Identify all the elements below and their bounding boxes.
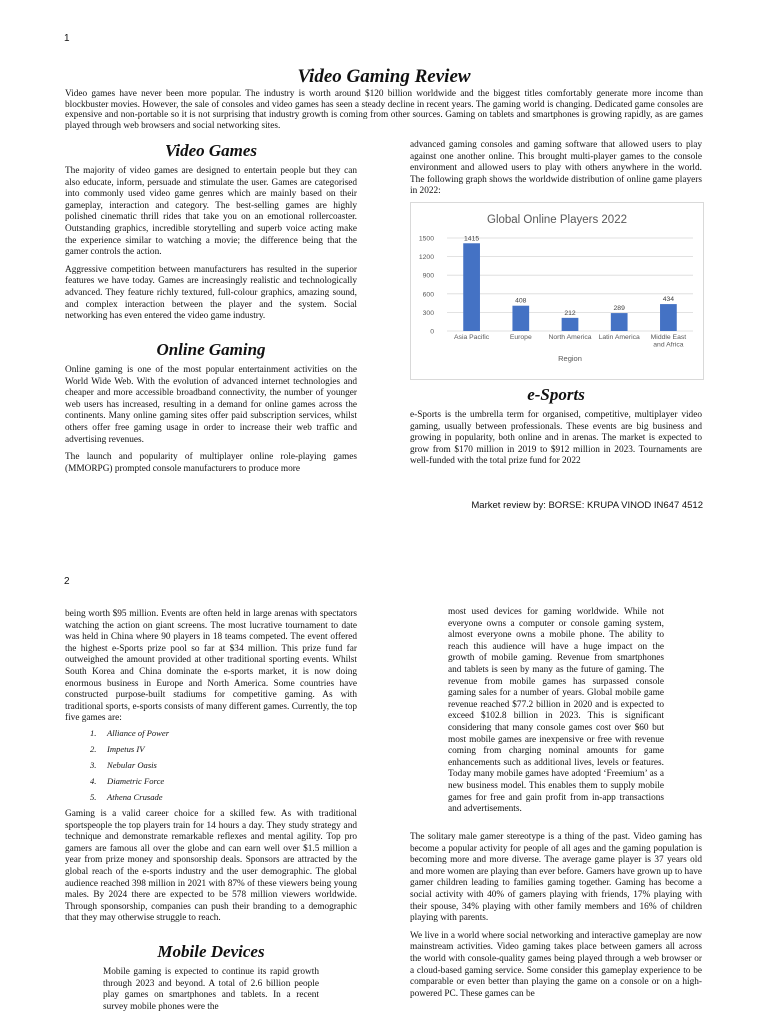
top-games-list <box>90 727 169 807</box>
x-tick-label-line: and Africa <box>653 341 684 349</box>
bar <box>512 306 529 331</box>
data-label: 434 <box>662 296 675 304</box>
paragraph: e-Sports is the umbrella term for organised, competitive, multiplayer video gaming, usually between professionals. These events are big business and growing in popularity, both online and in arenas. The market is expected to grow from $170 million in 2019 to $912 million in 2023. Tournaments are well-funded with the total prize fund for 2022 <box>410 410 702 467</box>
video-games-text <box>65 166 357 329</box>
list-item <box>90 791 169 807</box>
gamer-demographics-text <box>410 832 702 1006</box>
list-item <box>90 775 169 791</box>
esports-continued-text <box>65 609 357 731</box>
y-tick-label: 300 <box>422 309 434 317</box>
y-tick-label: 900 <box>422 272 434 280</box>
game-name: Alliance of Power <box>107 728 170 738</box>
esports-text <box>410 410 702 474</box>
bar <box>463 243 480 331</box>
paragraph: We live in a world where social networking and interactive gameplay are now mainstream activities. Video gaming takes place between gamers all across the world with console-quality games being played through a web browser or a cloud-based gaming service. Some consider this gameplay experience to be comparable or even better than playing the game on a console or on a high-powered PC. These games can be <box>410 930 702 999</box>
x-tick-label-line: Europe <box>509 334 532 341</box>
data-label: 1415 <box>464 235 480 243</box>
x-tick-label-line: North America <box>548 334 592 341</box>
intro-paragraph: Video games have never been more popular. The industry is worth around $120 billion worldwide and the biggest titles comfortably generate more income than blockbuster movies. However, the sale of consoles and video games has seen a steady decline in recent years. The gaming world is changing. Dedicated game consoles are expensive and non-portable so it is not surprising that industry growth is coming from other sources. Gaming on tablets and smartphones is growing rapidly, as are games played through web browsers and social networking sites. <box>65 89 703 131</box>
paragraph: The solitary male gamer stereotype is a thing of the past. Video gaming has become a popular activity for people of all ages and the gaming population is becoming more and more diverse. The average game player is 37 years old and more women are playing than ever before. Gamers have grown up to have gamer children leading to families gaming together. Gaming has become a social activity with 40% of gamers playing with friends, 17% playing with their spouse, 34% playing with other family members and 16% of children playing with parents. <box>410 832 702 924</box>
bar <box>660 304 677 331</box>
esports-heading: e-Sports <box>527 385 585 404</box>
x-tick-label-line: Latin America <box>598 334 640 341</box>
page-title: Video Gaming Review <box>297 66 471 87</box>
paragraph: advanced gaming consoles and gaming software that allowed users to play against one another online. This brought multi-player games to the console environment and allowed users to play with others anywhere in the world. The following graph shows the worldwide distribution of online game players in 2022: <box>410 140 702 197</box>
data-label: 212 <box>564 309 576 317</box>
career-text <box>65 809 357 931</box>
x-tick-label <box>510 334 532 341</box>
data-label: 408 <box>515 297 527 305</box>
x-tick-label <box>599 334 640 341</box>
game-name: Diametric Force <box>107 776 165 786</box>
y-tick-label: 600 <box>422 291 434 299</box>
game-name: Impetus IV <box>107 744 145 754</box>
footer-author: Market review by: BORSE: KRUPA VINOD IN647 4512 <box>471 500 703 511</box>
list-number: 4. <box>90 776 97 786</box>
x-tick-label <box>454 334 490 341</box>
mobile-continued-text <box>448 607 664 822</box>
video-games-heading: Video Games <box>164 141 258 160</box>
paragraph: Gaming is a valid career choice for a skilled few. As with traditional sportspeople the top players train for 14 hours a day. They study strategy and technique and demonstrate remarkable reflexes and mental agility. Top pro gamers are famous all over the globe and can earn well over $1.5 million a year from prize money and sponsorship deals. Sponsors are attracted by the global reach of the e-sports industry and the user demographic. The global audience reached 398 million in 2021 with 87% of these viewers being young males. By 2024 there are expected to be 578 million viewers worldwide. Through sponsorship, companies can push their branding to a demographic that they may otherwise struggle to reach. <box>65 809 357 924</box>
y-tick-label: 1500 <box>418 235 434 243</box>
list-number: 2. <box>90 744 97 754</box>
x-tick-label <box>651 334 687 349</box>
online-gaming-text <box>65 365 357 481</box>
y-tick-label: 0 <box>430 328 434 336</box>
paragraph: Online gaming is one of the most popular entertainment activities on the World Wide Web. With the evolution of advanced internet technologies and cheaper and more accessible broadband connectivity, the number of younger web users has increased, resulting in a demand for online games across the continents. Many online gaming sites offer paid subscription services, whilst others offer free gaming usage in order to increase their web traffic and advertising revenues. <box>65 365 357 445</box>
mobile-devices-text <box>103 967 319 1019</box>
x-axis-label: Region <box>558 354 582 363</box>
paragraph: Mobile gaming is expected to continue its rapid growth through 2023 and beyond. A total of 2.6 billion people play games on smartphones and tablets. In a recent survey mobile phones were the <box>103 967 319 1012</box>
game-name: Nebular Oasis <box>107 760 157 770</box>
paragraph: The majority of video games are designed to entertain people but they can also educate, inform, persuade and stimulate the user. Games are categorised into commonly used video game genres which are mainly based on their gameplay, interaction and category. The best-selling games are highly polished cinematic thrill rides that take you on an emotional rollercoaster. Outstanding graphics, incredible storytelling and superb voice acting make the experience similar to watching a movie; the difference being that the gamer controls the action. <box>65 166 357 258</box>
list-item <box>90 727 169 743</box>
x-tick-label-line: Asia Pacific <box>454 334 490 341</box>
game-name: Athena Crusade <box>107 792 163 802</box>
list-number: 1. <box>90 728 97 738</box>
list-number: 5. <box>90 792 97 802</box>
page-number: 2 <box>64 576 70 587</box>
page-number: 1 <box>64 33 70 44</box>
y-tick-label: 1200 <box>418 254 434 262</box>
data-label: 289 <box>613 305 625 313</box>
online-gaming-heading: Online Gaming <box>156 340 266 359</box>
chart-canvas <box>411 203 703 379</box>
paragraph: most used devices for gaming worldwide. While not everyone owns a computer or console gaming system, almost everyone owns a mobile phone. The ability to reach this audience will have a huge impact on the growth of mobile gaming. Revenue from smartphones and tablets is seen by many as the future of gaming. The revenue from mobile games has surpassed console gaming sales for a number of years. Global mobile game revenue reached $77.2 billion in 2020 and is expected to exceed $102.8 billion in 2023. This is significant considering that many console games cost over $60 but most mobile games are inexpensive or free with revenue coming from charging nominal amounts for game enhancements such as additional lives, levels or features. Today many mobile games have adopted ‘Freemium’ as a new business model. This enables them to supply mobile games for free and gain profit from in-app transactions and advertisements. <box>448 607 664 815</box>
online-players-chart <box>410 202 704 380</box>
consoles-text <box>410 140 702 204</box>
list-item <box>90 759 169 775</box>
mobile-devices-heading: Mobile Devices <box>157 942 265 961</box>
x-tick-label-line: Middle East <box>650 334 687 341</box>
chart-title: Global Online Players 2022 <box>487 214 627 226</box>
bar <box>611 313 628 331</box>
paragraph: being worth $95 million. Events are often held in large arenas with spectators watching the action on giant screens. The most lucrative tournament to date was held in China where 90 players in 18 teams competed. The event offered the highest e-Sports prize pool so far at $34 million. This prize fund far outweighed the amount provided at other traditional sporting events. Whilst South Korea and China dominate the e-sports market, it is now doing enormous business in Europe and North America. Some countries have constructed purpose-built stadiums for competitive gaming. As with traditional sports, e-sports consists of many different games. Currently, the top five games are: <box>65 609 357 724</box>
paragraph: Aggressive competition between manufacturers has resulted in the superior features we have today. Games are increasingly realistic and technologically advanced. They feature richly textured, full-colour graphics, amazing sound, and complex interaction between the player and the system. Social networking has even entered the video game industry. <box>65 264 357 322</box>
list-number: 3. <box>90 760 97 770</box>
bar <box>562 318 579 331</box>
paragraph: The launch and popularity of multiplayer online role-playing games (MMORPG) prompted console manufacturers to produce more <box>65 452 357 474</box>
x-tick-label <box>548 334 591 341</box>
list-item <box>90 743 169 759</box>
